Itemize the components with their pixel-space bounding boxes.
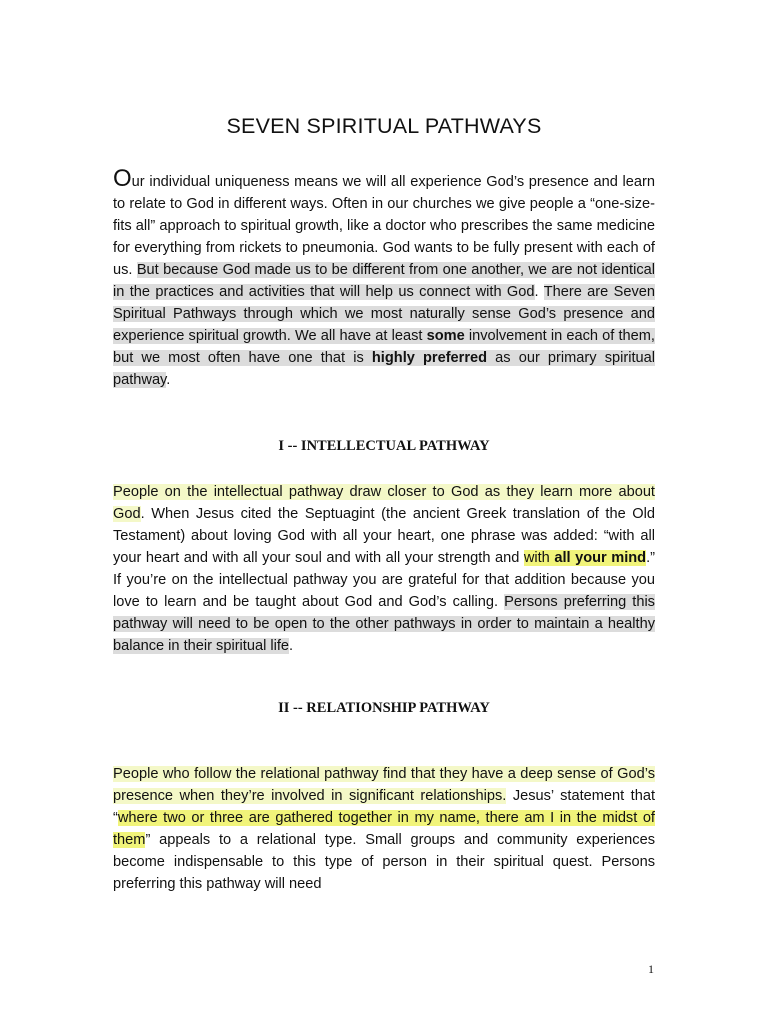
relationship-highlight-quote: where two or three are gathered together in my name, there am I in the midst of them xyxy=(113,810,655,848)
intellectual-highlight-with: with xyxy=(523,550,555,566)
intro-text-3: . xyxy=(166,372,171,388)
intro-paragraph xyxy=(113,165,655,391)
intellectual-highlight-mind: all your mind xyxy=(554,550,647,566)
drop-cap: O xyxy=(113,165,132,192)
relationship-paragraph xyxy=(113,763,655,895)
intro-highlight-2c: involvement in each of them, but we most often have one that is xyxy=(113,328,655,366)
intellectual-text-2: .” If you’re on the intellectual pathway you are grateful for that addition because you love to learn and be taught about God and God’s calling. xyxy=(113,550,655,610)
intellectual-text-3: . xyxy=(289,638,294,654)
intellectual-text-1: . When Jesus cited the Septuagint (the ancient Greek translation of the Old Testament) about loving God with all your heart, one phrase was added: “with all your heart and with all your soul and with all your strength and xyxy=(113,506,655,566)
intro-text-2: . xyxy=(534,284,544,300)
intro-highlight-1: But because God made us to be different from one another, we are not identical in the practices and activities that will help us connect with God xyxy=(113,262,655,300)
relationship-highlight-1: People who follow the relational pathway find that they have a deep sense of God’s presence when they’re involved in significant relationships. xyxy=(113,766,655,804)
intro-text-1: ur individual uniqueness means we will all experience God’s presence and learn to relate to God in different ways. Often in our churches we give people a “one-size-fits all” approach to spiritual growth, like a doctor who prescribes the same medicine for everything from rickets to pneumonia. God wants to be fully present with each of us. xyxy=(113,174,655,278)
relationship-text-2: ” appeals to a relational type. Small groups and community experiences become indispensable to this type of person in their spiritual quest. Persons preferring this pathway will need xyxy=(113,832,655,892)
intellectual-paragraph xyxy=(113,481,655,657)
intellectual-highlight-2: Persons preferring this pathway will need to be open to the other pathways in order to maintain a healthy balance in their spiritual life xyxy=(113,594,655,654)
intro-highlight-2e: as our primary spiritual pathway xyxy=(113,350,655,388)
section-heading-relationship: II -- RELATIONSHIP PATHWAY xyxy=(278,700,490,716)
intellectual-highlight-1: People on the intellectual pathway draw closer to God as they learn more about God xyxy=(113,484,655,522)
document-title: SEVEN SPIRITUAL PATHWAYS xyxy=(226,114,542,138)
intro-highlight-2a: There are Seven Spiritual Pathways through which we most naturally sense God’s presence and experience spiritual growth. We all have at least xyxy=(113,284,655,344)
page-number: 1 xyxy=(648,962,654,976)
relationship-text-1: Jesus’ statement that “ xyxy=(113,788,656,826)
intro-highlight-preferred: highly preferred xyxy=(371,350,488,366)
section-heading-intellectual: I -- INTELLECTUAL PATHWAY xyxy=(278,438,490,454)
intro-highlight-some: some xyxy=(426,328,465,344)
